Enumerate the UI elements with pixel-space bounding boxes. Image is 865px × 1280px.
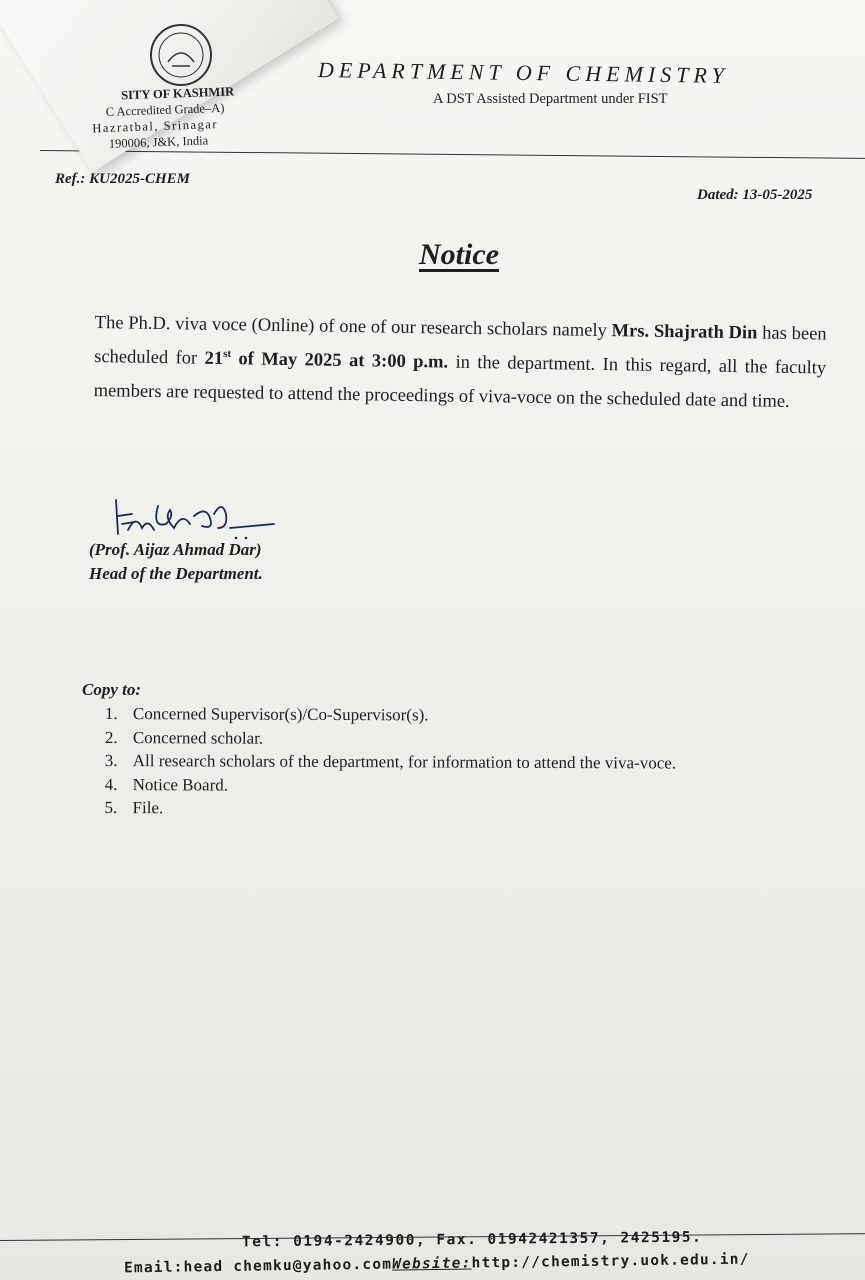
footer-contact: Tel: 0194-2424900, Fax. 01942421357, 2425195. xyxy=(241,1229,703,1251)
notice-date: Dated: 13-05-2025 xyxy=(697,187,813,203)
signatory-name: (Prof. Aijaz Ahmad Dar) xyxy=(89,540,262,559)
copy-to-list xyxy=(104,702,676,822)
header-divider xyxy=(40,150,865,159)
university-name: SITY OF KASHMIR xyxy=(120,84,235,103)
body-text-1: The Ph.D. viva voce (Online) of one of our research scholars namely xyxy=(94,312,607,342)
scholar-name: Mrs. Shajrath Din xyxy=(611,321,758,344)
signatory-designation: Head of the Department. xyxy=(89,564,263,583)
footer-email-website: Email:head chemku@yahoo.comWebsite:http://chemistry.uok.edu.in/ xyxy=(123,1251,750,1277)
department-subtitle: A DST Assisted Department under FIST xyxy=(433,91,668,107)
signature xyxy=(110,494,280,544)
department-name: DEPARTMENT OF CHEMISTRY xyxy=(317,57,729,88)
list-item: 5. File. xyxy=(104,797,164,818)
copy-to-heading: Copy to: xyxy=(82,680,142,699)
list-item: 4. Notice Board. xyxy=(104,774,229,795)
body-text-2: has been scheduled for xyxy=(94,323,827,369)
body-text-3: in the department. In this regard, all the faculty members are requested to attend the proceedings of viva-voce on the scheduled date and time. xyxy=(93,352,827,412)
university-locality: Hazratbal, Srinagar xyxy=(92,117,219,136)
university-seal-icon xyxy=(148,22,214,88)
list-item: 1. Concerned Supervisor(s)/Co-Supervisor(s). xyxy=(104,704,429,725)
viva-date: 21st of May 2025 at 3:00 p.m. xyxy=(204,347,449,373)
notice-title: Notice xyxy=(419,238,499,271)
university-pincode: 190006, J&K, India xyxy=(108,133,209,151)
list-item: 2. Concerned scholar. xyxy=(104,727,264,748)
university-address xyxy=(87,83,236,152)
website-link[interactable]: http://chemistry.uok.edu.in/ xyxy=(471,1251,750,1272)
list-item: 3. All research scholars of the department, for information to attend the viva-voce. xyxy=(104,750,677,773)
email-link[interactable]: chemku@yahoo.com xyxy=(233,1256,393,1275)
reference-number: Ref.: KU2025-CHEM xyxy=(55,171,190,187)
notice-body xyxy=(93,306,827,419)
university-accreditation: C Accredited Grade–A) xyxy=(105,100,225,119)
